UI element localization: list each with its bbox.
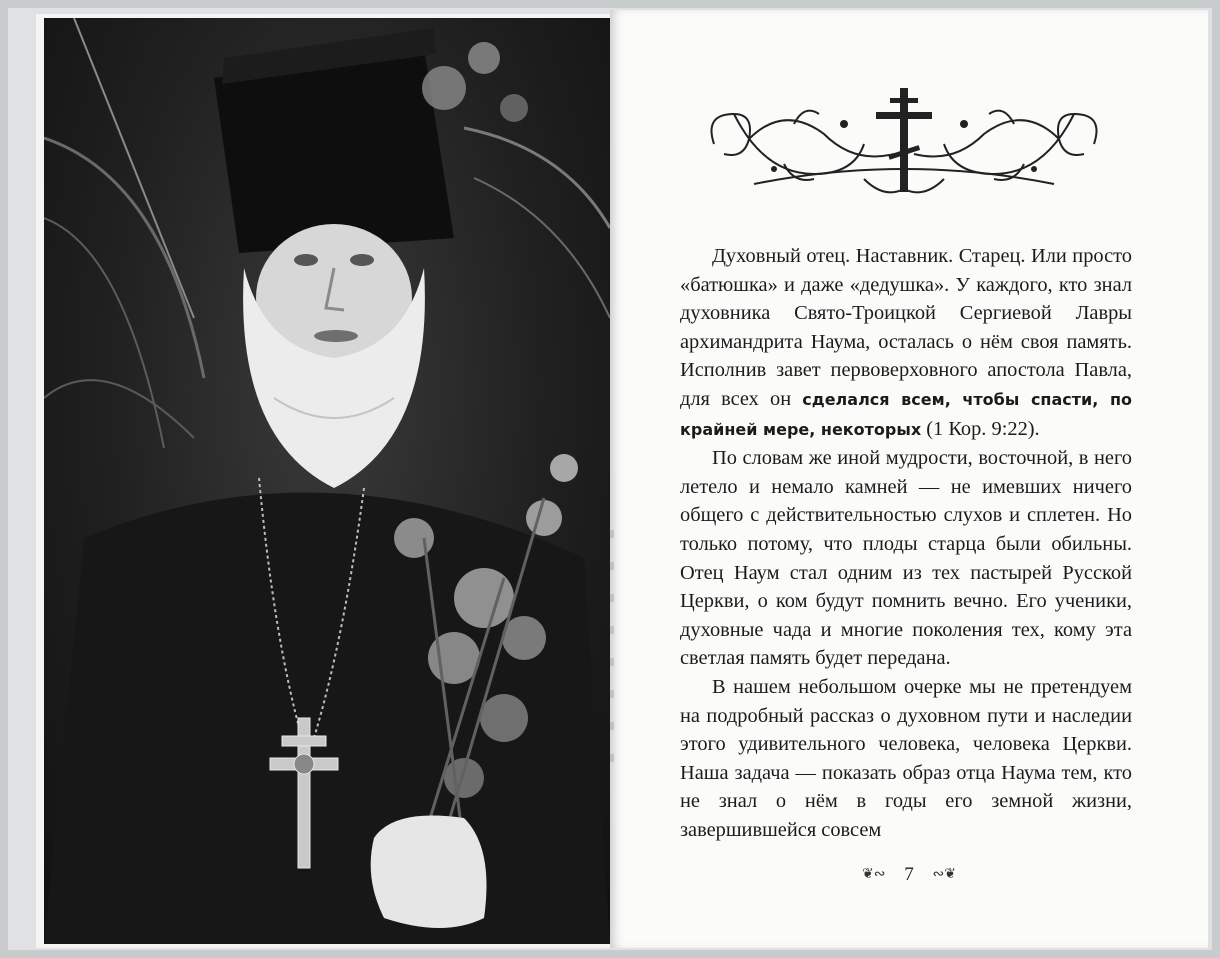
paragraph-3: В нашем небольшом очерке мы не претендуем на подробный рассказ о духовном пути и наследии этого удивительного человека, человека Церкви. Наша задача — показать образ отца Наума тем, кто не знал о нём в годы его земной жизни, завершившейся совсем: [680, 675, 1132, 841]
photo-illustration: [44, 18, 610, 944]
scripture-reference: (1 Кор. 9:22).: [921, 417, 1040, 440]
paragraph-1-text: Духовный отец. Наставник. Старец. Или просто «батюшка» и даже «дедушка». У каждого, кто знал духовника Свято-Троицкой Сергиевой Лавры архимандрита Наума, осталась о нём своя память. Исполнив завет первоверховного апостола Павла, для всех он: [680, 245, 1132, 410]
right-page: [610, 10, 1208, 948]
paragraph-1: [680, 242, 1132, 444]
scripture-quote: сделался всем, чтобы спасти, по крайней мере, некоторых: [680, 389, 1132, 439]
left-page: [36, 14, 618, 948]
flourish-right-icon: ∾❦: [932, 867, 956, 882]
paragraph-2: По словам же иной мудрости, восточной, в него летело и немало камней — не имевших ничего общего с действительностью слухов и сплетен. Но только потому, что плоды старца были обильны. Отец Наум стал одним из тех пастырей Русской Церкви, о ком будут помнить вечно. Его ученики, духовные чада и многие поколения тех, кому эта светлая память будет передана.: [680, 447, 1132, 670]
flourish-left-icon: ❦∾: [862, 867, 886, 882]
page-footer: [610, 864, 1208, 886]
ornament-headpiece: [694, 84, 1114, 208]
book-spread: [8, 8, 1212, 950]
binding-stitch: [610, 530, 614, 770]
portrait-photo: [44, 18, 610, 944]
body-text: [680, 242, 1132, 844]
page-number: 7: [904, 864, 914, 885]
